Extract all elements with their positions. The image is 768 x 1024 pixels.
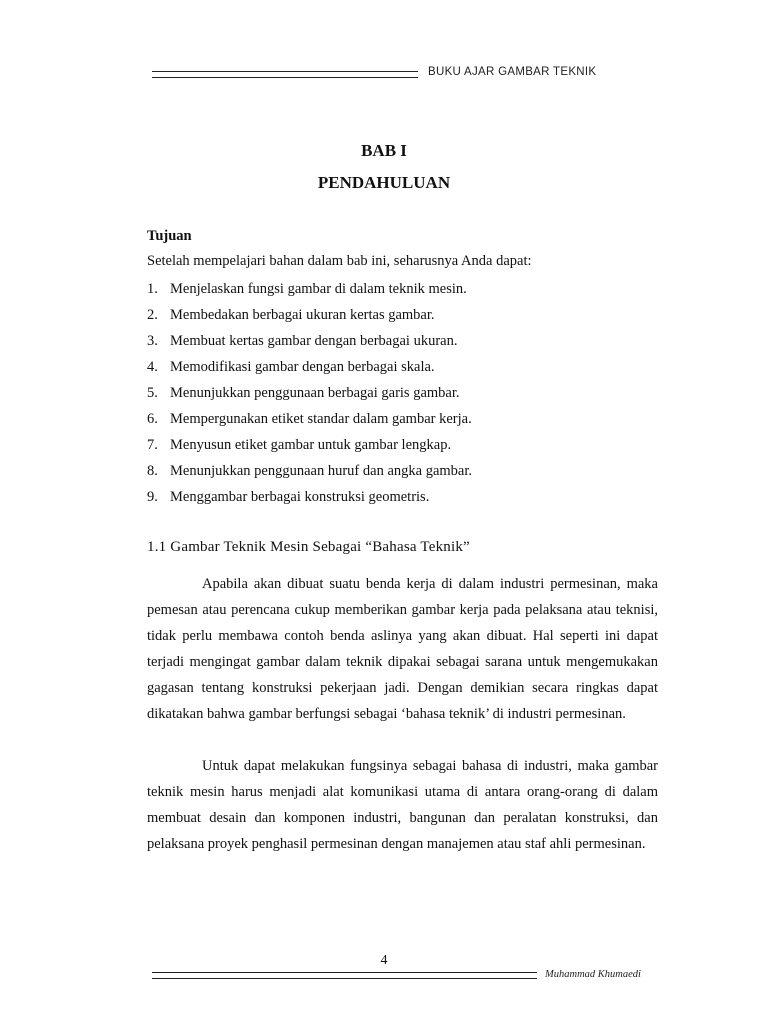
list-item [147, 409, 472, 435]
section-heading: 1.1 Gambar Teknik Mesin Sebagai “Bahasa Teknik” [147, 539, 470, 555]
list-item [147, 279, 472, 305]
list-item-text: Memodifikasi gambar dengan berbagai skala. [170, 359, 435, 375]
list-item-text: Mempergunakan etiket standar dalam gambar kerja. [170, 411, 472, 427]
list-item [147, 305, 472, 331]
list-item-number: 7. [147, 437, 158, 453]
list-item-number: 9. [147, 489, 158, 505]
page-number: 4 [380, 953, 388, 968]
list-item [147, 487, 472, 513]
author-name: Muhammad Khumaedi [545, 969, 641, 980]
list-item-number: 2. [147, 307, 158, 323]
body-paragraph: Apabila akan dibuat suatu benda kerja di dalam industri permesinan, maka pemesan atau perencana cukup memberikan gambar kerja pada pelaksana atau teknisi, tidak perlu membawa contoh benda aslinya yang akan dibuat. Hal seperti ini dapat terjadi mengingat gambar dalam teknik dipakai sebagai sarana untuk mengemukakan gagasan tentang konstruksi pekerjaan jadi. Dengan demikian secara ringkas dapat dikatakan bahwa gambar berfungsi sebagai ‘bahasa teknik’ di industri permesinan. [147, 576, 658, 722]
chapter-title: PENDAHULUAN [317, 173, 451, 192]
chapter-number: BAB I [361, 141, 407, 160]
list-item-number: 4. [147, 359, 158, 375]
list-item-text: Membuat kertas gambar dengan berbagai ukuran. [170, 333, 458, 349]
list-item-text: Menjelaskan fungsi gambar di dalam teknik mesin. [170, 281, 467, 297]
header-rule [152, 71, 418, 78]
list-item [147, 357, 472, 383]
list-item-number: 3. [147, 333, 158, 349]
list-item [147, 435, 472, 461]
list-item-text: Menggambar berbagai konstruksi geometris. [170, 489, 430, 505]
list-item-number: 1. [147, 281, 158, 297]
list-item-text: Membedakan berbagai ukuran kertas gambar. [170, 307, 435, 323]
list-item-number: 6. [147, 411, 158, 427]
list-item [147, 331, 472, 357]
running-title: BUKU AJAR GAMBAR TEKNIK [428, 66, 597, 78]
list-item-number: 5. [147, 385, 158, 401]
footer-rule [152, 972, 537, 979]
list-item [147, 461, 472, 487]
list-item-text: Menunjukkan penggunaan huruf dan angka gambar. [170, 463, 472, 479]
objectives-list [147, 279, 472, 513]
list-item [147, 383, 472, 409]
list-item-text: Menyusun etiket gambar untuk gambar lengkap. [170, 437, 452, 453]
objectives-intro: Setelah mempelajari bahan dalam bab ini, seharusnya Anda dapat: [147, 253, 532, 269]
objectives-heading: Tujuan [147, 228, 192, 244]
list-item-number: 8. [147, 463, 158, 479]
list-item-text: Menunjukkan penggunaan berbagai garis gambar. [170, 385, 460, 401]
body-paragraph: Untuk dapat melakukan fungsinya sebagai bahasa di industri, maka gambar teknik mesin harus menjadi alat komunikasi utama di antara orang-orang di dalam membuat desain dan komponen industri, bangunan dan peralatan konstruksi, dan pelaksana proyek penghasil permesinan dengan manajemen atau staf ahli permesinan. [147, 758, 658, 852]
